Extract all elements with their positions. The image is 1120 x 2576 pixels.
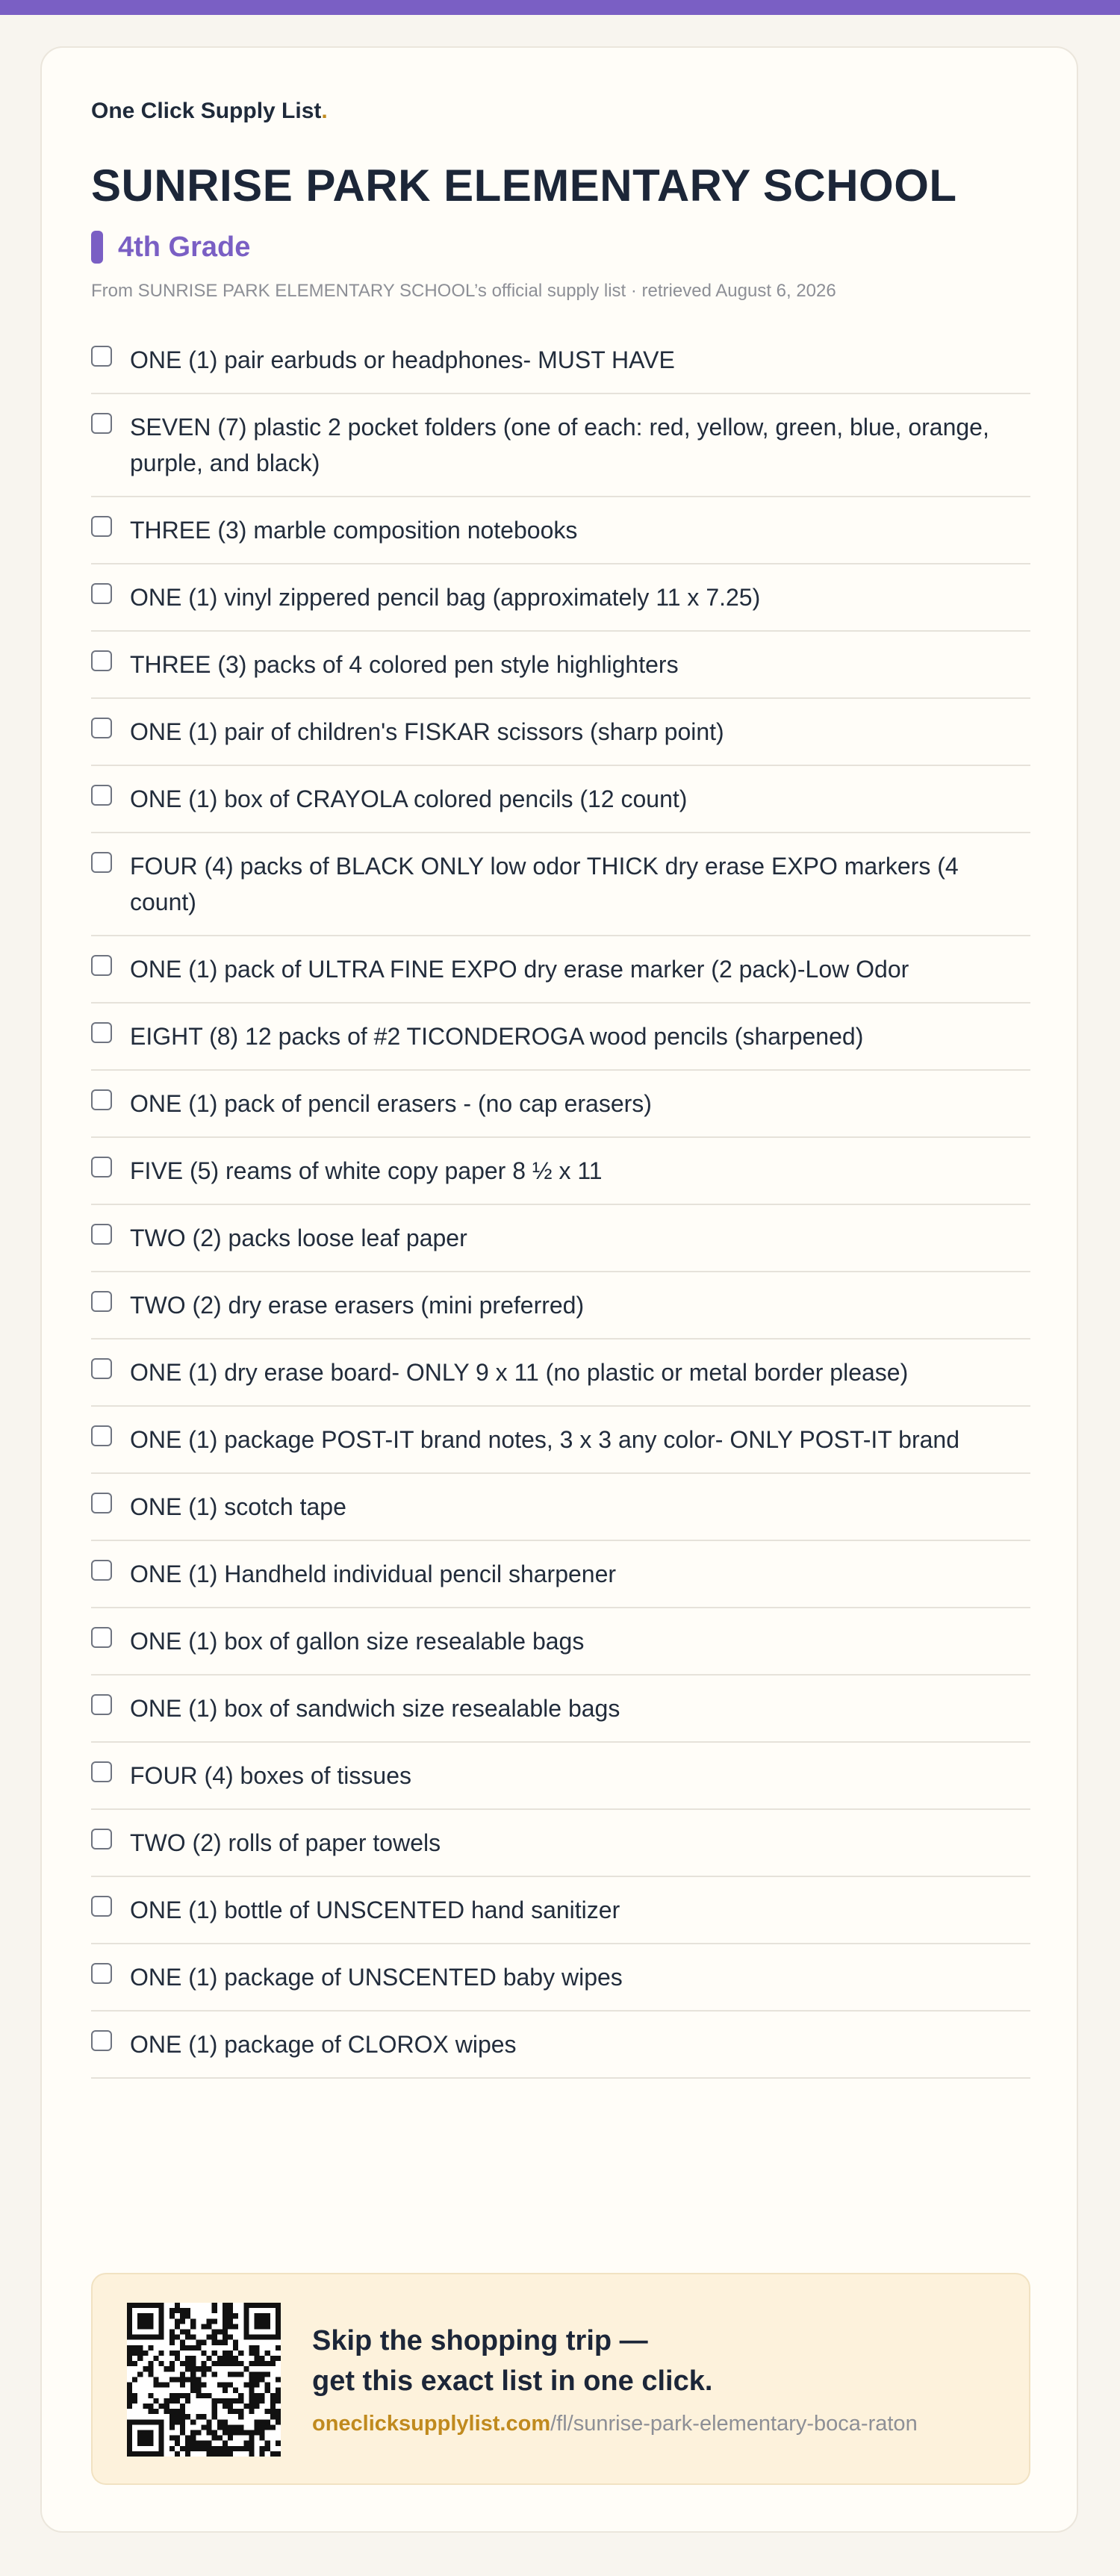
checkbox[interactable] (91, 955, 112, 976)
school-title: SUNRISE PARK ELEMENTARY SCHOOL (91, 161, 957, 211)
supply-item (91, 1810, 1030, 1877)
supply-item-text: FIVE (5) reams of white copy paper 8 ½ x 11 (130, 1157, 603, 1184)
supply-item-text: ONE (1) pack of pencil erasers - (no cap erasers) (130, 1090, 652, 1117)
supply-item-text: ONE (1) pair of children's FISKAR scissors (sharp point) (130, 718, 724, 745)
supply-item-text: ONE (1) vinyl zippered pencil bag (approximately 11 x 7.25) (130, 584, 761, 611)
supply-item-text: TWO (2) rolls of paper towels (130, 1829, 441, 1856)
promo-title-line-2: get this exact list in one click. (312, 2365, 713, 2397)
supply-item-text: ONE (1) pair earbuds or headphones- MUST HAVE (130, 346, 675, 373)
checkbox[interactable] (91, 1560, 112, 1581)
checkbox[interactable] (91, 785, 112, 806)
supply-item (91, 1608, 1030, 1676)
supply-item-text: TWO (2) dry erase erasers (mini preferred) (130, 1292, 585, 1319)
supply-item-text: ONE (1) package of UNSCENTED baby wipes (130, 1964, 623, 1991)
supply-item-text: THREE (3) marble composition notebooks (130, 517, 578, 544)
checkbox[interactable] (91, 583, 112, 604)
checkbox[interactable] (91, 1829, 112, 1849)
checkbox[interactable] (91, 718, 112, 738)
supply-item (91, 1004, 1030, 1071)
supply-item-text: ONE (1) scotch tape (130, 1493, 346, 1520)
supply-item-text: ONE (1) dry erase board- ONLY 9 x 11 (no plastic or metal border please) (130, 1359, 909, 1386)
brand-dot: . (321, 99, 328, 123)
supply-item (91, 1407, 1030, 1474)
supply-list (91, 327, 1030, 2079)
promo-title (312, 2321, 712, 2401)
supply-item (91, 632, 1030, 699)
supply-item (91, 1272, 1030, 1340)
supply-item (91, 1877, 1030, 1944)
promo-banner (91, 2273, 1030, 2485)
grade-heading (91, 230, 250, 264)
checkbox[interactable] (91, 1694, 112, 1715)
checkbox[interactable] (91, 1224, 112, 1245)
checkbox[interactable] (91, 1896, 112, 1917)
promo-link-domain[interactable]: oneclicksupplylist.com (312, 2412, 551, 2436)
supply-item (91, 1205, 1030, 1272)
checkbox[interactable] (91, 1627, 112, 1648)
supply-item (91, 1743, 1030, 1810)
checkbox[interactable] (91, 1358, 112, 1379)
supply-item-text: ONE (1) Handheld individual pencil sharpener (130, 1561, 617, 1587)
supply-item (91, 766, 1030, 833)
supply-item-text: ONE (1) package of CLOROX wipes (130, 2031, 517, 2058)
supply-item-text: ONE (1) box of gallon size resealable bags (130, 1628, 585, 1655)
checkbox[interactable] (91, 346, 112, 367)
supply-item (91, 1138, 1030, 1205)
promo-link-path[interactable]: /fl/sunrise-park-elementary-boca-raton (550, 2412, 918, 2436)
brand-logo (91, 99, 328, 124)
checkbox[interactable] (91, 1157, 112, 1177)
supply-item (91, 833, 1030, 936)
supply-item-text: TWO (2) packs loose leaf paper (130, 1225, 467, 1251)
supply-item-text: FOUR (4) packs of BLACK ONLY low odor THICK dry erase EXPO markers (4 count) (130, 853, 959, 915)
supply-item (91, 1340, 1030, 1407)
supply-item-text: EIGHT (8) 12 packs of #2 TICONDEROGA wood pencils (sharpened) (130, 1023, 864, 1050)
checkbox[interactable] (91, 2030, 112, 2051)
checkbox[interactable] (91, 1493, 112, 1513)
supply-item (91, 564, 1030, 632)
promo-title-line-1: Skip the shopping trip — (312, 2325, 648, 2356)
supply-item (91, 1541, 1030, 1608)
checkbox[interactable] (91, 516, 112, 537)
supply-item-text: ONE (1) package POST-IT brand notes, 3 x 3 any color- ONLY POST-IT brand (130, 1426, 960, 1453)
grade-marker (91, 231, 103, 264)
supply-item-text: FOUR (4) boxes of tissues (130, 1762, 411, 1789)
checkbox[interactable] (91, 1425, 112, 1446)
brand-name: One Click Supply List (91, 99, 322, 123)
source-line: From SUNRISE PARK ELEMENTARY SCHOOL’s official supply list · retrieved August 6, 2026 (91, 281, 836, 301)
supply-item (91, 1474, 1030, 1541)
checkbox[interactable] (91, 650, 112, 671)
supply-item (91, 1944, 1030, 2012)
supply-item-text: ONE (1) box of CRAYOLA colored pencils (12 count) (130, 785, 688, 812)
supply-item (91, 1071, 1030, 1138)
supply-list-card (40, 46, 1078, 2533)
supply-item-text: SEVEN (7) plastic 2 pocket folders (one of each: red, yellow, green, blue, orange, purple, and black) (130, 414, 989, 476)
checkbox[interactable] (91, 1291, 112, 1312)
checkbox[interactable] (91, 1089, 112, 1110)
checkbox[interactable] (91, 852, 112, 873)
supply-item (91, 327, 1030, 394)
checkbox[interactable] (91, 1761, 112, 1782)
supply-item-text: ONE (1) bottle of UNSCENTED hand sanitizer (130, 1897, 620, 1923)
supply-item (91, 497, 1030, 564)
qr-code-icon[interactable] (127, 2303, 281, 2457)
checkbox[interactable] (91, 1963, 112, 1984)
supply-item-text: ONE (1) pack of ULTRA FINE EXPO dry erase marker (2 pack)-Low Odor (130, 956, 909, 983)
supply-item (91, 394, 1030, 497)
checkbox[interactable] (91, 413, 112, 434)
checkbox[interactable] (91, 1022, 112, 1043)
supply-item-text: ONE (1) box of sandwich size resealable bags (130, 1695, 620, 1722)
supply-item (91, 699, 1030, 766)
supply-item-text: THREE (3) packs of 4 colored pen style highlighters (130, 651, 679, 678)
grade-label: 4th Grade (118, 231, 251, 263)
supply-item (91, 936, 1030, 1004)
supply-item (91, 1676, 1030, 1743)
promo-link[interactable] (312, 2412, 918, 2436)
supply-item (91, 2012, 1030, 2079)
top-accent-bar (0, 0, 1120, 15)
